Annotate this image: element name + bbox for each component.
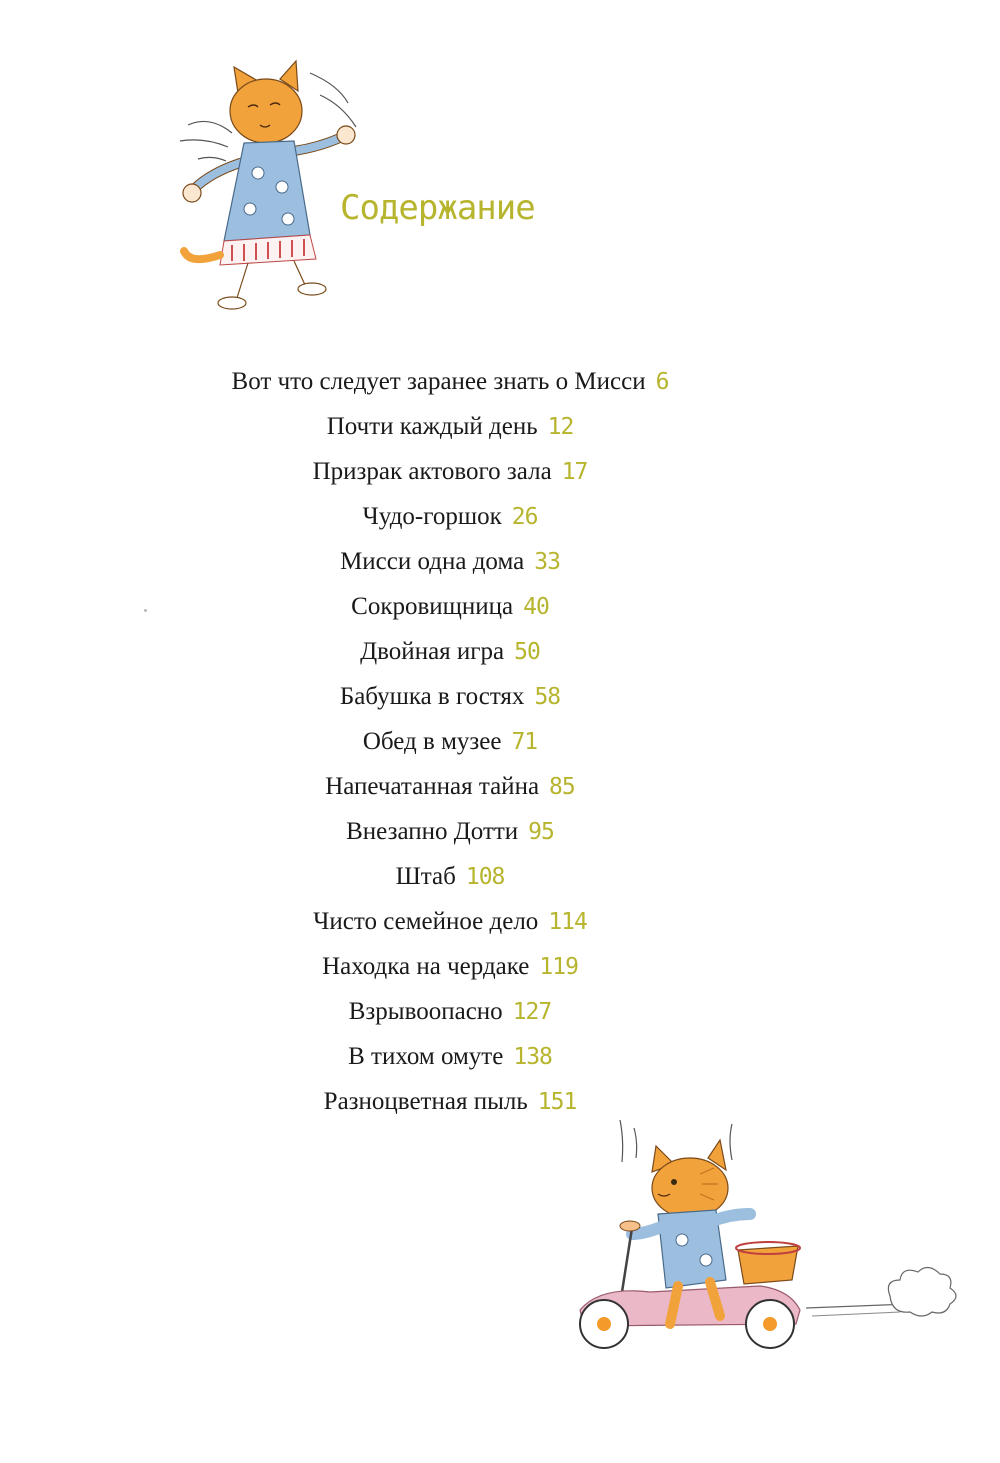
toc-entry-link[interactable] — [324, 1088, 577, 1115]
toc-entry-link[interactable] — [360, 638, 540, 665]
toc-entry-title: Напечатанная тайна — [325, 773, 540, 800]
toc-entry-link[interactable] — [327, 413, 574, 440]
toc-entry-page: 119 — [539, 954, 578, 980]
toc-entry[interactable] — [0, 1037, 900, 1082]
toc-entry-title: Обед в музее — [362, 728, 502, 755]
toc-entry-page: 138 — [513, 1044, 552, 1070]
toc-entry[interactable] — [0, 812, 900, 857]
toc-entry-title: Чудо-горшок — [362, 503, 502, 530]
paper-speck — [144, 609, 147, 612]
toc-entry-page: 58 — [534, 684, 561, 710]
toc-entry[interactable] — [0, 722, 900, 767]
toc-entry-link[interactable] — [351, 593, 549, 620]
cat-on-scooter-illustration — [560, 1110, 970, 1360]
toc-entry-page: 108 — [465, 864, 505, 890]
toc-entry-link[interactable] — [346, 818, 554, 845]
toc-entry-title: Сокровищница — [351, 593, 514, 620]
toc-entry-page: 85 — [549, 774, 575, 800]
toc-entry[interactable] — [0, 857, 900, 902]
toc-entry-title: Мисси одна дома — [340, 548, 525, 575]
toc-entry-link[interactable] — [349, 998, 551, 1025]
page-title: Содержание — [340, 188, 535, 228]
toc-entry-link[interactable] — [325, 773, 575, 800]
toc-entry-link[interactable] — [313, 458, 588, 485]
toc-entry-link[interactable] — [232, 368, 669, 395]
toc-entry-page: 40 — [523, 594, 549, 620]
toc-entry-title: Почти каждый день — [326, 413, 538, 440]
toc-entry[interactable] — [0, 587, 900, 632]
toc-entry-page: 114 — [548, 909, 587, 935]
toc-entry[interactable] — [0, 362, 900, 407]
toc-entry[interactable] — [0, 452, 900, 497]
toc-entry-title: Разноцветная пыль — [323, 1088, 528, 1115]
toc-entry-link[interactable] — [363, 503, 538, 530]
toc-entry[interactable] — [0, 497, 900, 542]
toc-entry[interactable] — [0, 407, 900, 452]
toc-entry-link[interactable] — [396, 863, 505, 890]
toc-entry-title: В тихом омуте — [348, 1043, 504, 1070]
toc-entry[interactable] — [0, 947, 900, 992]
toc-entry-title: Бабушка в гостях — [339, 683, 525, 710]
toc-entry-title: Призрак актового зала — [312, 458, 552, 485]
toc-entry-page: 17 — [561, 459, 588, 485]
toc-entry-page: 71 — [511, 729, 538, 755]
toc-entry[interactable] — [0, 542, 900, 587]
toc-entry-link[interactable] — [322, 953, 578, 980]
toc-entry[interactable] — [0, 902, 900, 947]
toc-entry-page: 151 — [537, 1089, 577, 1115]
toc-entry[interactable] — [0, 767, 900, 812]
toc-entry-page: 127 — [512, 999, 552, 1025]
toc-entry-title: Двойная игра — [360, 638, 505, 665]
toc-entry-page: 12 — [547, 414, 574, 440]
toc-entry-title: Взрывоопасно — [348, 998, 503, 1025]
dancing-cat-illustration — [170, 55, 370, 315]
toc-entry-page: 33 — [534, 549, 560, 575]
toc-entry-page: 50 — [514, 639, 540, 665]
toc-entry-title: Штаб — [395, 863, 456, 890]
toc-entry-link[interactable] — [313, 908, 587, 935]
toc-entry-page: 95 — [528, 819, 554, 845]
toc-entry-title: Внезапно Дотти — [346, 818, 519, 845]
toc-entry-title: Чисто семейное дело — [313, 908, 539, 935]
toc-entry-link[interactable] — [363, 728, 537, 755]
toc-entry-title: Вот что следует заранее знать о Мисси — [231, 368, 646, 395]
toc-entry-link[interactable] — [348, 1043, 552, 1070]
toc-entry[interactable] — [0, 677, 900, 722]
toc-entry-link[interactable] — [340, 683, 560, 710]
toc-entry-title: Находка на чердаке — [322, 953, 530, 980]
toc-entry[interactable] — [0, 632, 900, 677]
table-of-contents — [0, 362, 900, 1127]
toc-entry[interactable] — [0, 992, 900, 1037]
toc-entry-link[interactable] — [340, 548, 560, 575]
toc-entry-page: 6 — [655, 369, 669, 395]
toc-entry-page: 26 — [511, 504, 538, 530]
